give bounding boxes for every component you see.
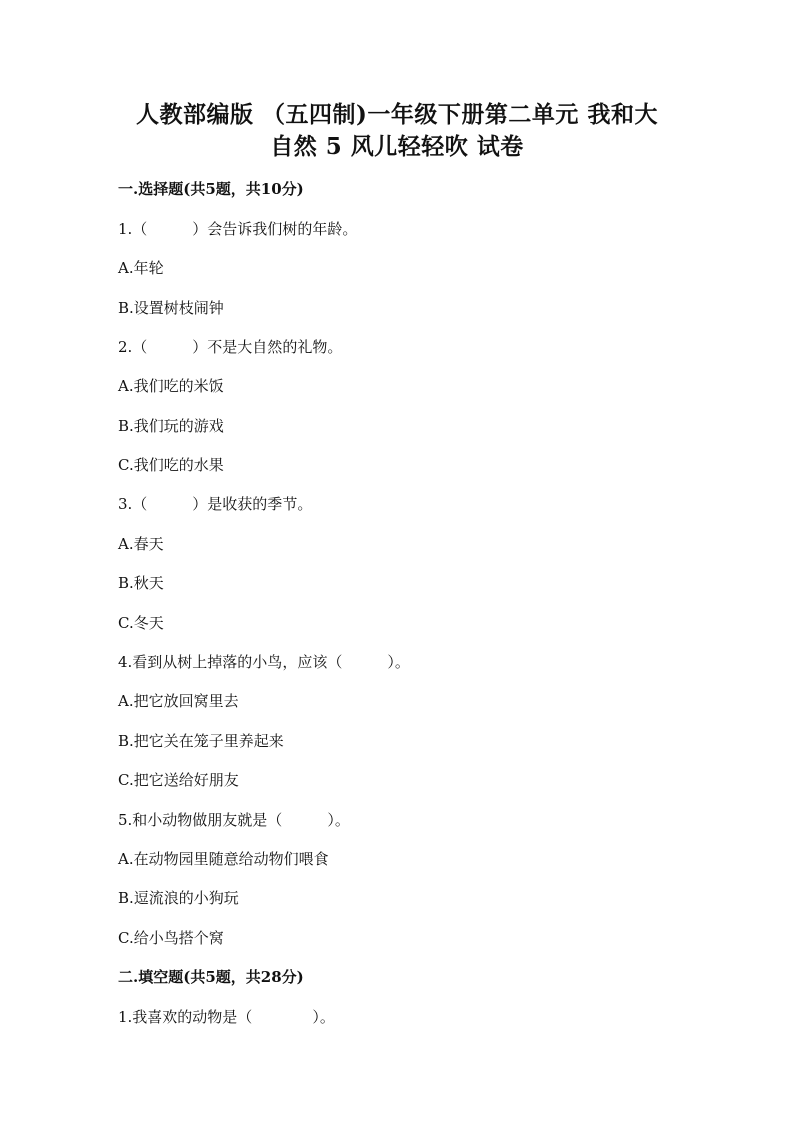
section-heading-choice: 一.选择题(共5题，共10分) — [118, 180, 304, 198]
question-stem: 1.我喜欢的动物是（ ）。 — [118, 1008, 335, 1026]
question-stem: 1.（ ）会告诉我们树的年龄。 — [118, 220, 358, 238]
document-title-line-2: 自然 5 风儿轻轻吹 试卷 — [270, 133, 524, 160]
answer-option: A.我们吃的米饭 — [118, 377, 224, 395]
answer-option: C.冬天 — [118, 614, 164, 632]
answer-option: A.春天 — [118, 535, 164, 553]
section-heading-fill-in: 二.填空题(共5题，共28分) — [118, 968, 304, 986]
answer-option: B.把它关在笼子里养起来 — [118, 732, 284, 750]
answer-option: C.给小鸟搭个窝 — [118, 929, 224, 947]
answer-option: B.逗流浪的小狗玩 — [118, 889, 239, 907]
answer-option: A.把它放回窝里去 — [118, 692, 239, 710]
document-title-line-1: 人教部编版 （五四制)一年级下册第二单元 我和大 — [136, 101, 658, 128]
answer-option: B.我们玩的游戏 — [118, 417, 224, 435]
answer-option: C.把它送给好朋友 — [118, 771, 239, 789]
question-stem: 2.（ ）不是大自然的礼物。 — [118, 338, 343, 356]
answer-option: A.在动物园里随意给动物们喂食 — [118, 850, 329, 868]
question-stem: 3.（ ）是收获的季节。 — [118, 495, 313, 513]
question-stem: 5.和小动物做朋友就是（ ）。 — [118, 811, 350, 829]
answer-option: C.我们吃的水果 — [118, 456, 224, 474]
answer-option: A.年轮 — [118, 259, 164, 277]
question-stem: 4.看到从树上掉落的小鸟，应该（ ）。 — [118, 653, 410, 671]
answer-option: B.设置树枝闹钟 — [118, 299, 224, 317]
answer-option: B.秋天 — [118, 574, 164, 592]
